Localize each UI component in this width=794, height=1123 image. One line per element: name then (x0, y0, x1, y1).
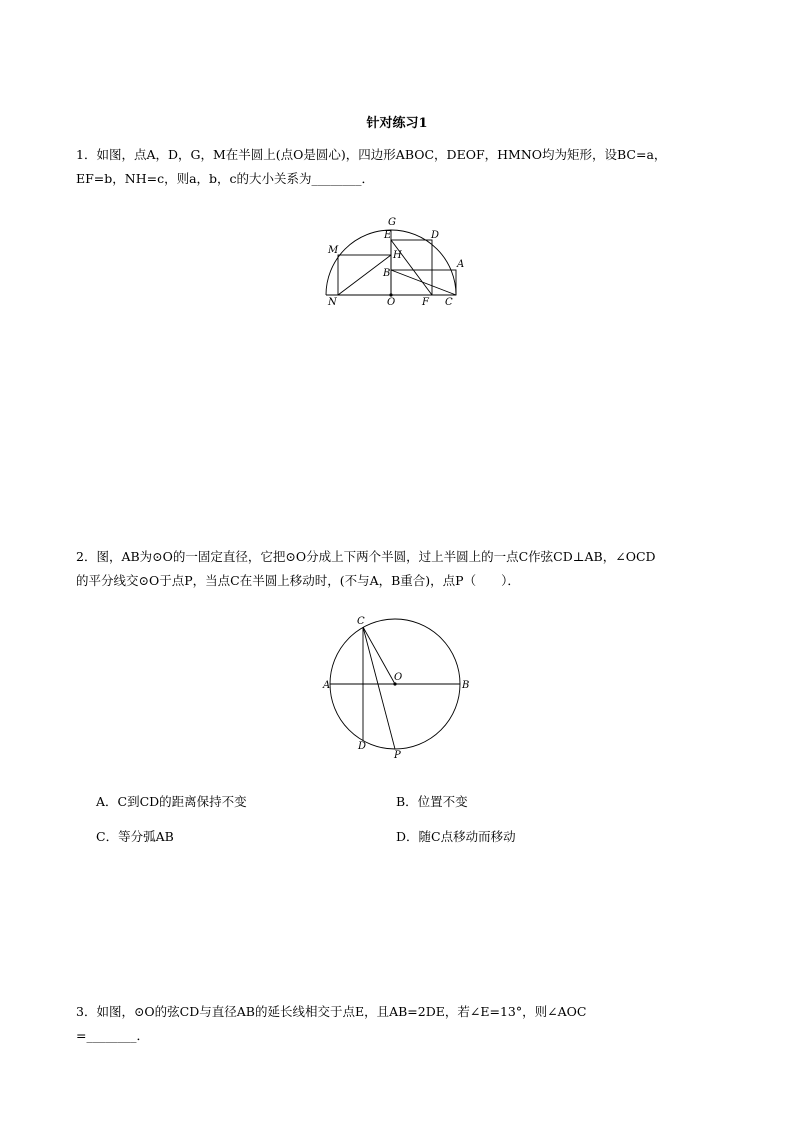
option-b: B．位置不变 (396, 794, 468, 809)
question-1-figure (320, 210, 470, 310)
segment-bc (391, 270, 456, 295)
label-n: N (328, 297, 337, 308)
label-p: P (394, 750, 401, 761)
question-3-line-2: =________． (76, 1028, 149, 1043)
page-title: 针对练习1 (366, 116, 428, 131)
label-b: B (383, 268, 391, 279)
option-c: C．等分弧AB (96, 829, 174, 844)
label-b: B (462, 680, 470, 691)
label-a: A (457, 259, 465, 270)
option-a: A．C到CD的距离保持不变 (96, 794, 247, 809)
segment-oc (363, 627, 395, 684)
segment-ef (391, 240, 432, 295)
option-d: D．随C点移动而移动 (396, 829, 516, 844)
question-2-figure (315, 610, 475, 765)
label-o: O (387, 297, 396, 308)
question-1-line-2: EF=b，NH=c，则a，b，c的大小关系为________． (76, 171, 375, 186)
label-e: E (384, 230, 392, 241)
label-m: M (328, 245, 339, 256)
label-o: O (394, 672, 403, 683)
label-c: C (445, 297, 453, 308)
label-d: D (431, 230, 440, 241)
question-2-line-2: 的平分线交⊙O于点P，当点C在半圆上移动时，(不与A，B重合)，点P（ ）． (76, 573, 520, 588)
bisector-cp (363, 627, 395, 749)
question-3-line-1: 3．如图，⊙O的弦CD与直径AB的延长线相交于点E，且AB=2DE，若∠E=13°，则∠AOC (76, 1004, 587, 1019)
label-a: A (323, 680, 331, 691)
label-c: C (357, 616, 365, 627)
label-g: G (388, 217, 396, 228)
label-h: H (393, 250, 402, 261)
label-d: D (358, 741, 367, 752)
question-2-line-1: 2．图，AB为⊙O的一固定直径，它把⊙O分成上下两个半圆，过上半圆上的一点C作弦CD⊥AB，∠OCD (76, 549, 656, 564)
question-1-line-1: 1．如图，点A，D，G，M在半圆上(点O是圆心)，四边形ABOC，DEOF，HMNO均为矩形，设BC=a， (76, 147, 667, 162)
label-f: F (422, 297, 429, 308)
